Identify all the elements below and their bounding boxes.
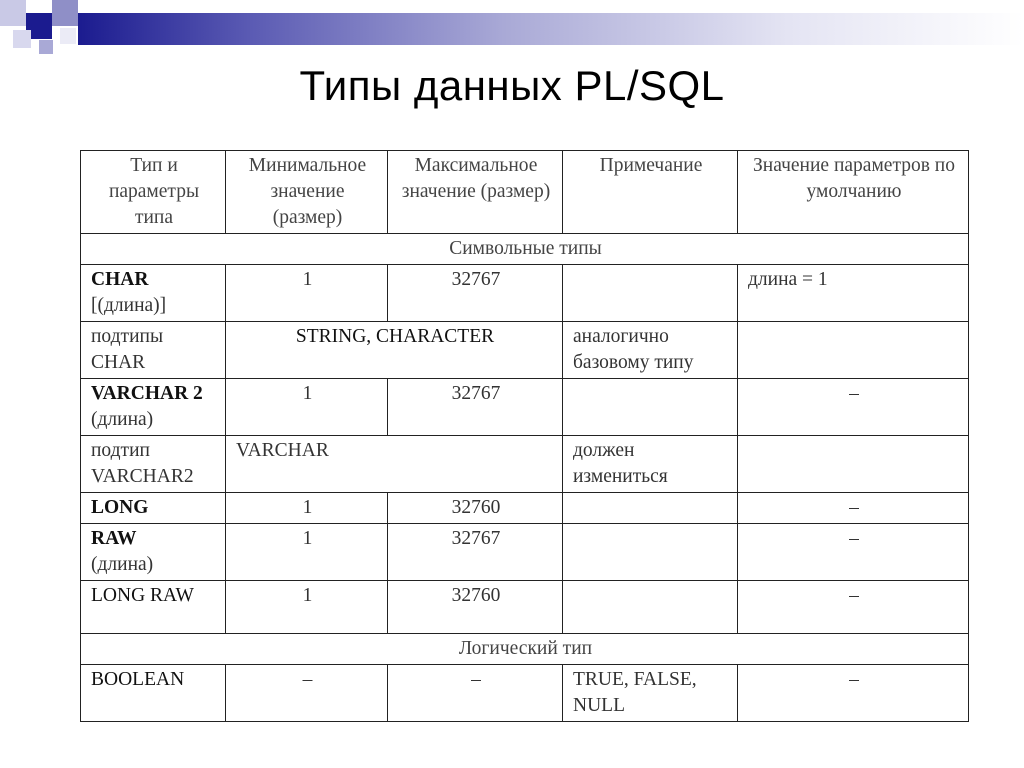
default-cell: длина = 1	[738, 265, 969, 322]
type-cell: подтип VARCHAR2	[81, 436, 226, 493]
header-min: Минимальное значение (размер)	[226, 151, 388, 234]
min-cell: 1	[226, 581, 388, 634]
subtypes-cell: STRING, CHARACTER	[226, 322, 563, 379]
type-cell	[81, 379, 226, 436]
table-header-row	[81, 151, 969, 234]
type-params: (длина)	[91, 409, 154, 430]
min-cell: –	[226, 665, 388, 722]
default-cell: –	[738, 524, 969, 581]
note-cell: должен измениться	[563, 436, 738, 493]
type-name: VARCHAR 2	[91, 383, 203, 404]
banner-square-3	[52, 0, 78, 26]
default-cell	[738, 436, 969, 493]
table-row-varchar2	[81, 379, 969, 436]
min-cell: 1	[226, 379, 388, 436]
table-row-char	[81, 265, 969, 322]
type-cell	[81, 265, 226, 322]
section-label: Символьные типы	[81, 234, 969, 265]
note-cell: аналогично базовому типу	[563, 322, 738, 379]
type-cell	[81, 493, 226, 524]
max-cell: 32767	[388, 265, 563, 322]
section-row-logical-type	[81, 634, 969, 665]
type-name: LONG	[91, 497, 149, 518]
type-params: [(длина)]	[91, 295, 167, 316]
table-row-char-subtypes	[81, 322, 969, 379]
note-cell	[563, 493, 738, 524]
banner-square-6	[60, 28, 76, 44]
note-cell	[563, 524, 738, 581]
default-cell: –	[738, 665, 969, 722]
min-cell: 1	[226, 265, 388, 322]
table-row-raw	[81, 524, 969, 581]
banner-square-4	[13, 30, 31, 48]
type-params: (длина)	[91, 554, 154, 575]
table-row-varchar2-subtype	[81, 436, 969, 493]
min-cell: 1	[226, 493, 388, 524]
min-cell: 1	[226, 524, 388, 581]
max-cell: 32760	[388, 581, 563, 634]
max-cell: –	[388, 665, 563, 722]
default-cell: –	[738, 379, 969, 436]
header-max: Максимальное значение (размер)	[388, 151, 563, 234]
default-cell: –	[738, 493, 969, 524]
slide-header-banner	[0, 0, 1024, 62]
section-label: Логический тип	[81, 634, 969, 665]
type-cell	[81, 524, 226, 581]
banner-gradient-bar	[78, 13, 1024, 45]
note-cell	[563, 379, 738, 436]
note-cell	[563, 265, 738, 322]
header-type: Тип и параметры типа	[81, 151, 226, 234]
note-cell: TRUE, FALSE, NULL	[563, 665, 738, 722]
header-default: Значение параметров по умолчанию	[738, 151, 969, 234]
type-cell: подтипы CHAR	[81, 322, 226, 379]
header-note: Примечание	[563, 151, 738, 234]
banner-square-1	[0, 0, 26, 26]
type-cell: LONG RAW	[81, 581, 226, 634]
table-row-long-raw	[81, 581, 969, 634]
subtypes-cell: VARCHAR	[226, 436, 563, 493]
type-cell: BOOLEAN	[81, 665, 226, 722]
table-row-boolean	[81, 665, 969, 722]
type-name: CHAR	[91, 269, 149, 290]
section-row-char-types	[81, 234, 969, 265]
default-cell: –	[738, 581, 969, 634]
slide-title: Типы данных PL/SQL	[299, 62, 725, 109]
max-cell: 32760	[388, 493, 563, 524]
table-row-long	[81, 493, 969, 524]
banner-square-5	[39, 40, 53, 54]
max-cell: 32767	[388, 524, 563, 581]
default-cell	[738, 322, 969, 379]
type-name: RAW	[91, 528, 137, 549]
note-cell	[563, 581, 738, 634]
max-cell: 32767	[388, 379, 563, 436]
data-types-table	[80, 150, 969, 722]
